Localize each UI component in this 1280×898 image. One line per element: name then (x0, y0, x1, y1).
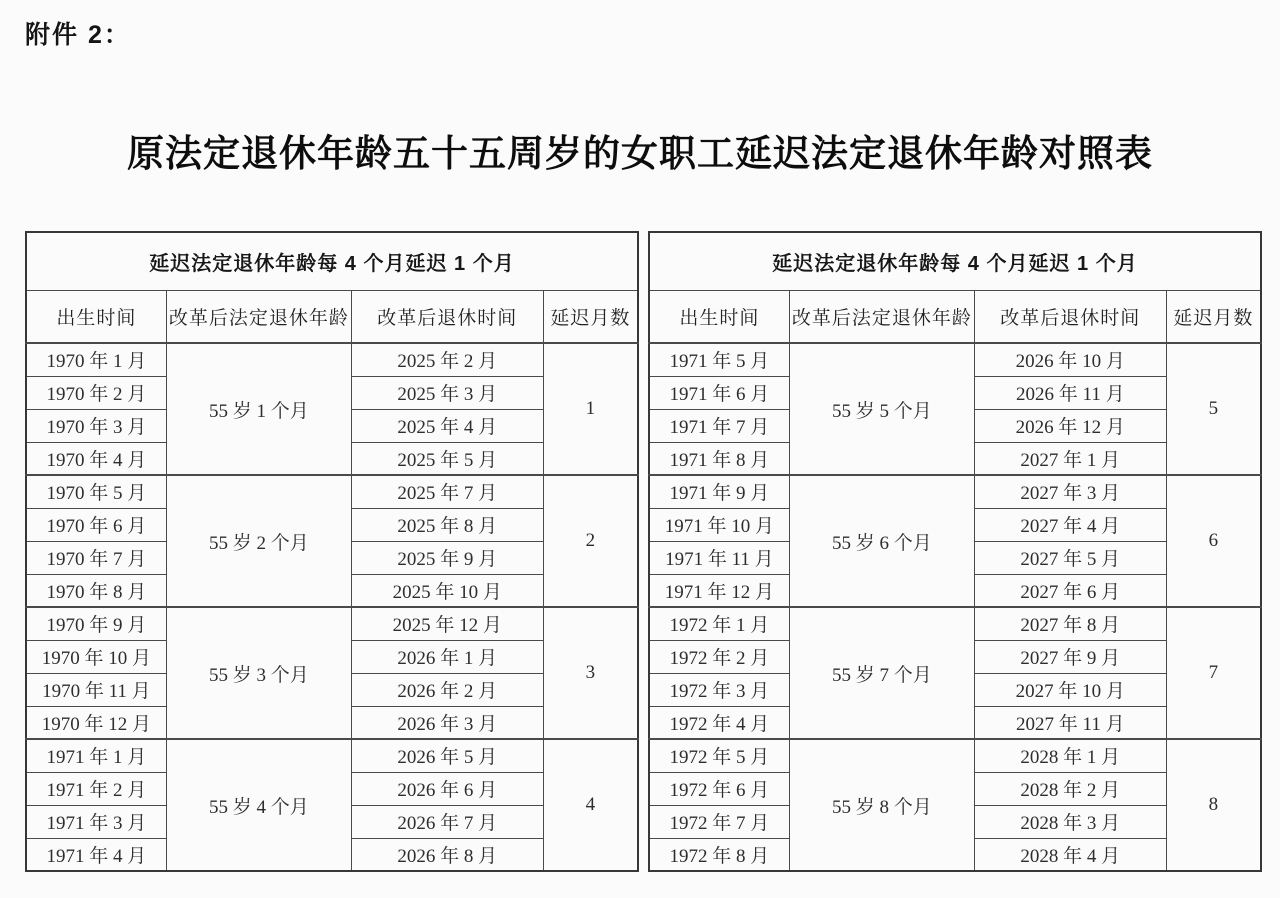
retire-cell: 2026 年 5 月 (351, 739, 543, 772)
table-row (649, 475, 1261, 508)
delay-cell: 4 (543, 739, 638, 871)
retirement-table-right (648, 231, 1262, 872)
retire-cell: 2026 年 7 月 (351, 805, 543, 838)
delay-cell: 2 (543, 475, 638, 607)
retire-cell: 2026 年 12 月 (974, 409, 1166, 442)
tables-container (25, 231, 1262, 872)
col-header-retire: 改革后退休时间 (974, 290, 1166, 343)
birth-cell: 1971 年 10 月 (649, 508, 789, 541)
retire-cell: 2025 年 9 月 (351, 541, 543, 574)
delay-cell: 3 (543, 607, 638, 739)
age-cell: 55 岁 8 个月 (789, 739, 974, 871)
retire-cell: 2027 年 9 月 (974, 640, 1166, 673)
table-row (649, 607, 1261, 640)
col-header-birth: 出生时间 (649, 290, 789, 343)
col-header-delay: 延迟月数 (543, 290, 638, 343)
age-cell: 55 岁 3 个月 (166, 607, 351, 739)
retire-cell: 2026 年 8 月 (351, 838, 543, 871)
age-cell: 55 岁 4 个月 (166, 739, 351, 871)
birth-cell: 1970 年 8 月 (26, 574, 166, 607)
delay-cell: 6 (1166, 475, 1261, 607)
retire-cell: 2027 年 8 月 (974, 607, 1166, 640)
birth-cell: 1971 年 6 月 (649, 376, 789, 409)
birth-cell: 1970 年 3 月 (26, 409, 166, 442)
birth-cell: 1971 年 11 月 (649, 541, 789, 574)
age-cell: 55 岁 5 个月 (789, 343, 974, 475)
birth-cell: 1970 年 6 月 (26, 508, 166, 541)
table-row (26, 607, 638, 640)
retire-cell: 2025 年 8 月 (351, 508, 543, 541)
retire-cell: 2026 年 1 月 (351, 640, 543, 673)
birth-cell: 1971 年 2 月 (26, 772, 166, 805)
retire-cell: 2026 年 10 月 (974, 343, 1166, 376)
birth-cell: 1971 年 5 月 (649, 343, 789, 376)
table-row (26, 343, 638, 376)
retire-cell: 2026 年 6 月 (351, 772, 543, 805)
retire-cell: 2028 年 2 月 (974, 772, 1166, 805)
birth-cell: 1970 年 10 月 (26, 640, 166, 673)
birth-cell: 1972 年 6 月 (649, 772, 789, 805)
birth-cell: 1972 年 4 月 (649, 706, 789, 739)
birth-cell: 1972 年 5 月 (649, 739, 789, 772)
birth-cell: 1971 年 8 月 (649, 442, 789, 475)
retire-cell: 2027 年 4 月 (974, 508, 1166, 541)
col-header-age: 改革后法定退休年龄 (789, 290, 974, 343)
birth-cell: 1970 年 9 月 (26, 607, 166, 640)
birth-cell: 1971 年 1 月 (26, 739, 166, 772)
attachment-label: 附件 2： (25, 21, 131, 49)
retire-cell: 2025 年 3 月 (351, 376, 543, 409)
birth-cell: 1971 年 7 月 (649, 409, 789, 442)
birth-cell: 1971 年 3 月 (26, 805, 166, 838)
birth-cell: 1972 年 2 月 (649, 640, 789, 673)
delay-cell: 1 (543, 343, 638, 475)
table-band-header: 延迟法定退休年龄每 4 个月延迟 1 个月 (26, 232, 638, 290)
retire-cell: 2025 年 5 月 (351, 442, 543, 475)
birth-cell: 1971 年 4 月 (26, 838, 166, 871)
table-band-header: 延迟法定退休年龄每 4 个月延迟 1 个月 (649, 232, 1261, 290)
birth-cell: 1971 年 12 月 (649, 574, 789, 607)
birth-cell: 1970 年 2 月 (26, 376, 166, 409)
birth-cell: 1972 年 7 月 (649, 805, 789, 838)
birth-cell: 1972 年 3 月 (649, 673, 789, 706)
table-row (26, 739, 638, 772)
birth-cell: 1970 年 7 月 (26, 541, 166, 574)
retire-cell: 2026 年 2 月 (351, 673, 543, 706)
retire-cell: 2025 年 10 月 (351, 574, 543, 607)
birth-cell: 1970 年 5 月 (26, 475, 166, 508)
col-header-age: 改革后法定退休年龄 (166, 290, 351, 343)
birth-cell: 1972 年 8 月 (649, 838, 789, 871)
table-row (649, 739, 1261, 772)
retire-cell: 2025 年 7 月 (351, 475, 543, 508)
birth-cell: 1970 年 12 月 (26, 706, 166, 739)
delay-cell: 5 (1166, 343, 1261, 475)
birth-cell: 1970 年 1 月 (26, 343, 166, 376)
retire-cell: 2025 年 2 月 (351, 343, 543, 376)
delay-cell: 7 (1166, 607, 1261, 739)
age-cell: 55 岁 6 个月 (789, 475, 974, 607)
col-header-delay: 延迟月数 (1166, 290, 1261, 343)
retire-cell: 2027 年 11 月 (974, 706, 1166, 739)
page-title: 原法定退休年龄五十五周岁的女职工延迟法定退休年龄对照表 (127, 134, 1153, 175)
retire-cell: 2028 年 3 月 (974, 805, 1166, 838)
retire-cell: 2026 年 3 月 (351, 706, 543, 739)
birth-cell: 1970 年 4 月 (26, 442, 166, 475)
retire-cell: 2028 年 4 月 (974, 838, 1166, 871)
retire-cell: 2028 年 1 月 (974, 739, 1166, 772)
table-row (649, 343, 1261, 376)
retire-cell: 2027 年 3 月 (974, 475, 1166, 508)
col-header-birth: 出生时间 (26, 290, 166, 343)
retire-cell: 2025 年 12 月 (351, 607, 543, 640)
age-cell: 55 岁 2 个月 (166, 475, 351, 607)
col-header-retire: 改革后退休时间 (351, 290, 543, 343)
table-row (26, 475, 638, 508)
retire-cell: 2027 年 10 月 (974, 673, 1166, 706)
retire-cell: 2027 年 1 月 (974, 442, 1166, 475)
retire-cell: 2026 年 11 月 (974, 376, 1166, 409)
retirement-table-left (25, 231, 639, 872)
retire-cell: 2027 年 5 月 (974, 541, 1166, 574)
birth-cell: 1971 年 9 月 (649, 475, 789, 508)
birth-cell: 1970 年 11 月 (26, 673, 166, 706)
age-cell: 55 岁 1 个月 (166, 343, 351, 475)
retire-cell: 2025 年 4 月 (351, 409, 543, 442)
delay-cell: 8 (1166, 739, 1261, 871)
birth-cell: 1972 年 1 月 (649, 607, 789, 640)
retire-cell: 2027 年 6 月 (974, 574, 1166, 607)
age-cell: 55 岁 7 个月 (789, 607, 974, 739)
